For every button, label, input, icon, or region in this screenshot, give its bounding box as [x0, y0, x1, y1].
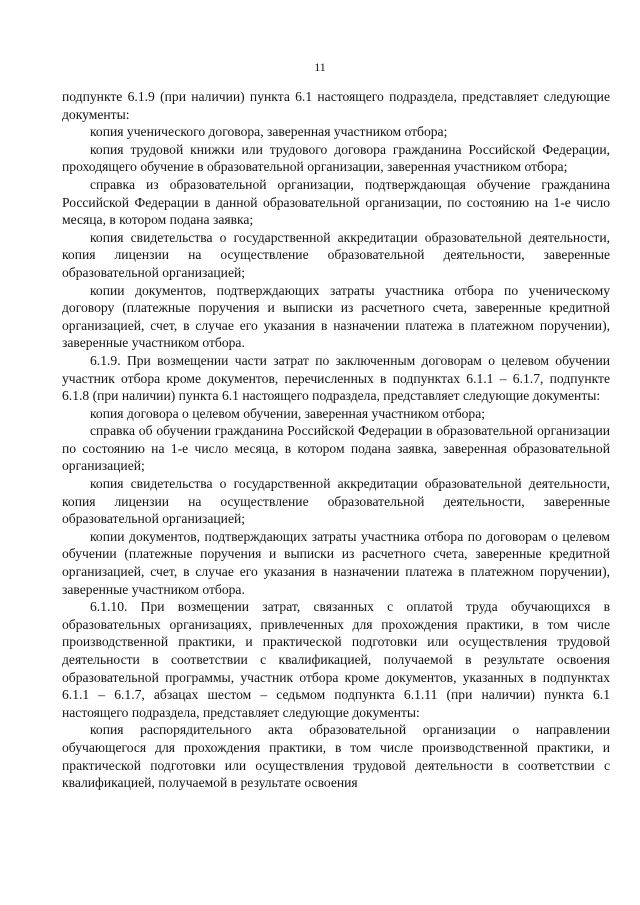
paragraph-item: копии документов, подтверждающих затраты участника отбора по ученическому договору (платежные поручения и выписки из расчетного счета, заверенные кредитной организацией, счет, в случае его указания в назначении платежа в платежном поручении), заверенные участником отбора.: [62, 282, 610, 351]
paragraph-item: копия свидетельства о государственной аккредитации образовательной деятельности, копия лицензии на осуществление образовательной деятельности, заверенные образовательной организацией;: [62, 476, 610, 527]
paragraph-clause-6-1-9: 6.1.9. При возмещении части затрат по заключенным договорам о целевом обучении участник отбора кроме документов, перечисленных в подпунктах 6.1.1 – 6.1.7, подпункте 6.1.8 (при наличии) пункта 6.1 настоящего подраздела, представляет следующие документы:: [62, 352, 610, 404]
paragraph-continuation: подпункте 6.1.9 (при наличии) пункта 6.1 настоящего подраздела, представляет следующие документы:: [62, 89, 610, 122]
document-body: [62, 88, 610, 792]
paragraph-clause-6-1-10: 6.1.10. При возмещении затрат, связанных с оплатой труда обучающихся в образовательных организациях, привлеченных для прохождения практики, в том числе производственной практики, и практической подготовки или осуществления трудовой деятельности в соответствии с квалификацией, получаемой в результате освоения образовательной программы, участник отбора кроме документов, указанных в подпунктах 6.1.1 – 6.1.7, абзацах шестом – седьмом подпункта 6.1.11 (при наличии) пункта 6.1 настоящего подраздела, представляет следующие документы:: [62, 599, 610, 720]
paragraph-item: справка об обучении гражданина Российской Федерации в образовательной организации по состоянию на 1-е число месяца, в котором подана заявка, заверенная образовательной организацией;: [62, 423, 610, 474]
page-number: 11: [314, 60, 326, 74]
paragraph-item: копия ученического договора, заверенная участником отбора;: [90, 124, 448, 140]
paragraph-item: копия распорядительного акта образовательной организации о направлении обучающегося для прохождения практики, в том числе производственной практики, и практической подготовки или осуществления трудовой деятельности в соответствии с квалификацией, получаемой в результате освоения: [62, 722, 610, 791]
paragraph-item: справка из образовательной организации, подтверждающая обучение гражданина Российской Федерации в данной образовательной организации, по состоянию на 1-е число месяца, в котором подана заявка;: [62, 176, 610, 228]
paragraph-item: копия трудовой книжки или трудового договора гражданина Российской Федерации, проходящего обучение в образовательной организации, заверенная участником отбора;: [62, 141, 610, 175]
paragraph-item: копия договора о целевом обучении, заверенная участником отбора;: [90, 405, 486, 421]
paragraph-item: копия свидетельства о государственной аккредитации образовательной деятельности, копия лицензии на осуществление образовательной деятельности, заверенные образовательной организацией;: [62, 229, 610, 280]
paragraph-item: копии документов, подтверждающих затраты участника отбора по договорам о целевом обучении (платежные поручения и выписки из расчетного счета, заверенные кредитной организацией, счет, в случае его указания в назначении платежа в платежном поручении), заверенные участником отбора.: [62, 528, 610, 597]
